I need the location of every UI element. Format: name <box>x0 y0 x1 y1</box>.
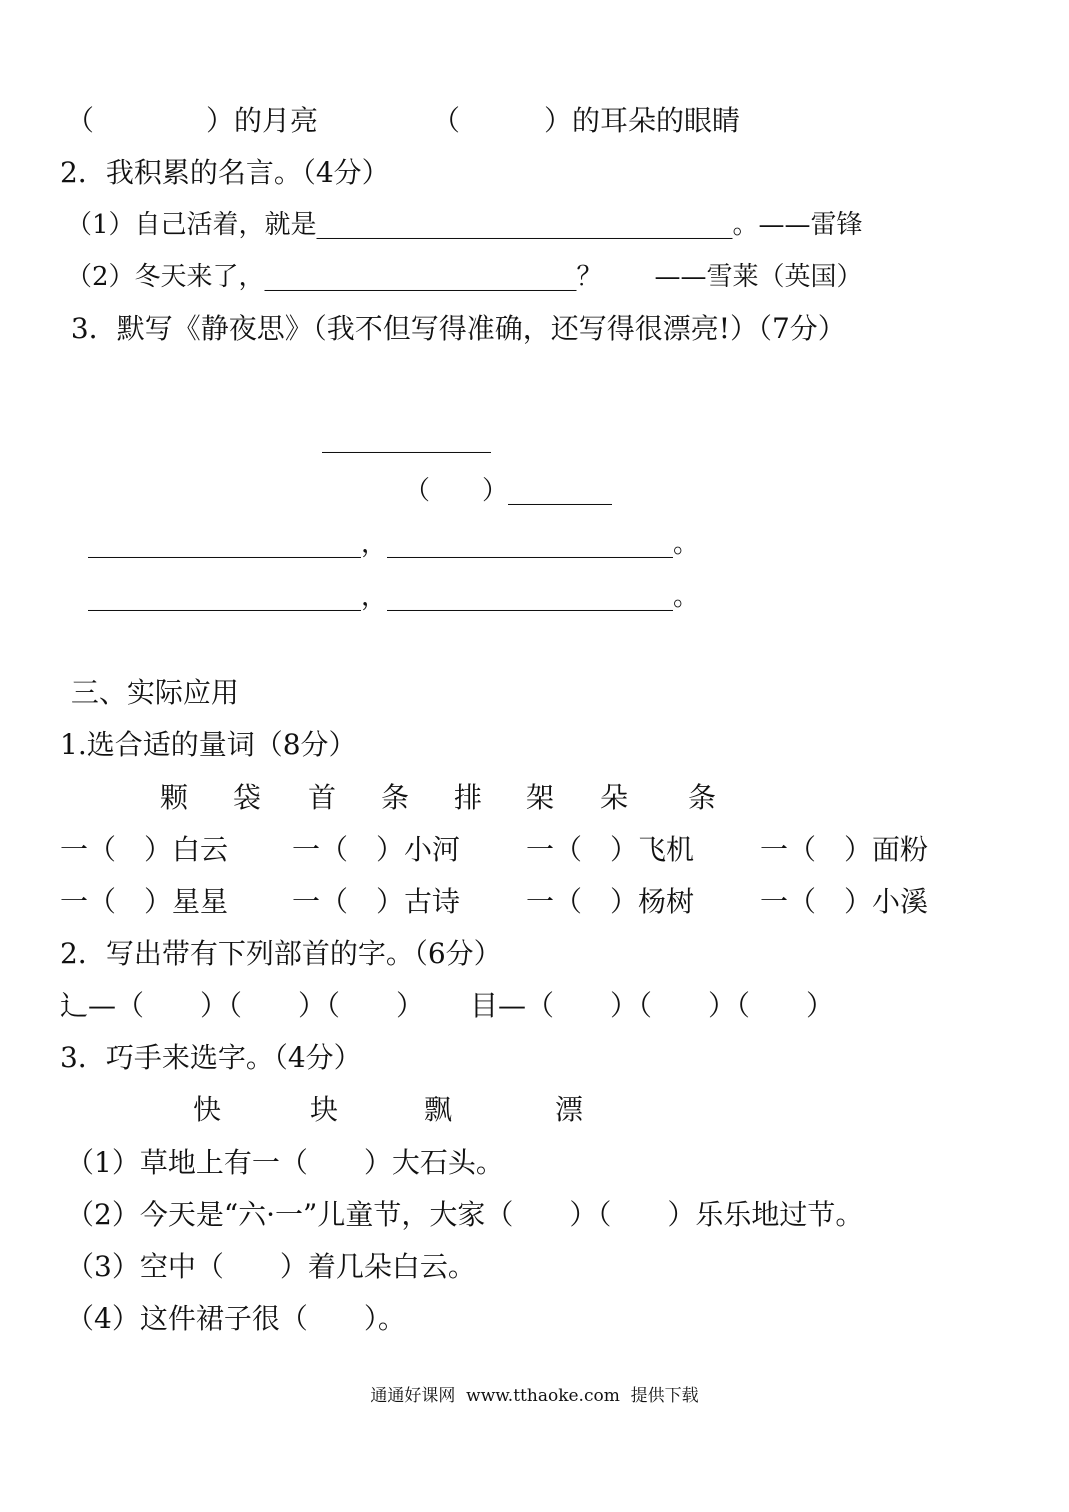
choice-word: 朵 <box>600 781 629 814</box>
section3-heading: 三、实际应用 <box>62 676 239 709</box>
q2-title: 2．我积累的名言。（4分） <box>60 156 390 189</box>
choice-word: 排 <box>454 781 483 814</box>
q3-title: 3．默写《静夜思》（我不但写得准确，还写得很漂亮!）（7分） <box>62 312 846 345</box>
choice-word: 袋 <box>233 781 262 814</box>
choice-char: 块 <box>310 1093 339 1126</box>
footer-credit: 通通好课网 www.tthaoke.com 提供下载 <box>370 1386 699 1406</box>
measure-item: 一（ ）飞机 <box>526 833 695 866</box>
choice-word: 架 <box>526 781 555 814</box>
measure-item: 一（ ）面粉 <box>760 833 929 866</box>
choice-char: 飘 <box>424 1093 453 1126</box>
sentence-2: （2）今天是“六·一”儿童节，大家（ ）（ ）乐乐地过节。 <box>66 1198 864 1231</box>
choice-word: 首 <box>308 781 337 814</box>
poem-title-blank: _____________ <box>322 424 491 454</box>
poem-verse-1: _____________________，______________________。 <box>88 529 699 559</box>
sentence-1: （1）草地上有一（ ）大石头。 <box>66 1146 504 1179</box>
q1-blank-moon: （ ）的月亮 <box>66 104 319 137</box>
choice-word: 颗 <box>160 781 189 814</box>
q2-quote-2: （2）冬天来了，________________________？ ——雪莱（英国） <box>66 262 863 292</box>
radical-walk: 辶—（ ）（ ）（ ） <box>60 989 425 1022</box>
choice-char: 漂 <box>555 1093 584 1126</box>
s3q3-title: 3．巧手来选字。（4分） <box>60 1041 362 1074</box>
measure-item: 一（ ）古诗 <box>292 885 461 918</box>
measure-item: 一（ ）小溪 <box>760 885 929 918</box>
poem-verse-2: _____________________，______________________。 <box>88 582 699 612</box>
measure-word-choices <box>0 781 1069 815</box>
q1-blank-ears-eyes: （ ）的耳朵的眼睛 <box>432 104 741 137</box>
char-choices <box>0 1093 1069 1127</box>
q2-quote-1: （1）自己活着，就是________________________________。——雷锋 <box>66 210 863 240</box>
measure-item: 一（ ）杨树 <box>526 885 695 918</box>
choice-word: 条 <box>381 781 410 814</box>
sentence-4: （4）这件裙子很（ ）。 <box>66 1302 406 1335</box>
s3q2-title: 2．写出带有下列部首的字。（6分） <box>60 937 502 970</box>
radical-eye: 目—（ ）（ ）（ ） <box>470 989 835 1022</box>
choice-word: 条 <box>688 781 717 814</box>
sentence-3: （3）空中（ ）着几朵白云。 <box>66 1250 476 1283</box>
poem-author-blank: （ ）________ <box>404 476 613 506</box>
measure-item: 一（ ）星星 <box>60 885 229 918</box>
measure-item: 一（ ）白云 <box>60 833 229 866</box>
measure-item: 一（ ）小河 <box>292 833 461 866</box>
s3q1-title: 1.选合适的量词（8分） <box>60 728 357 761</box>
choice-char: 快 <box>193 1093 222 1126</box>
